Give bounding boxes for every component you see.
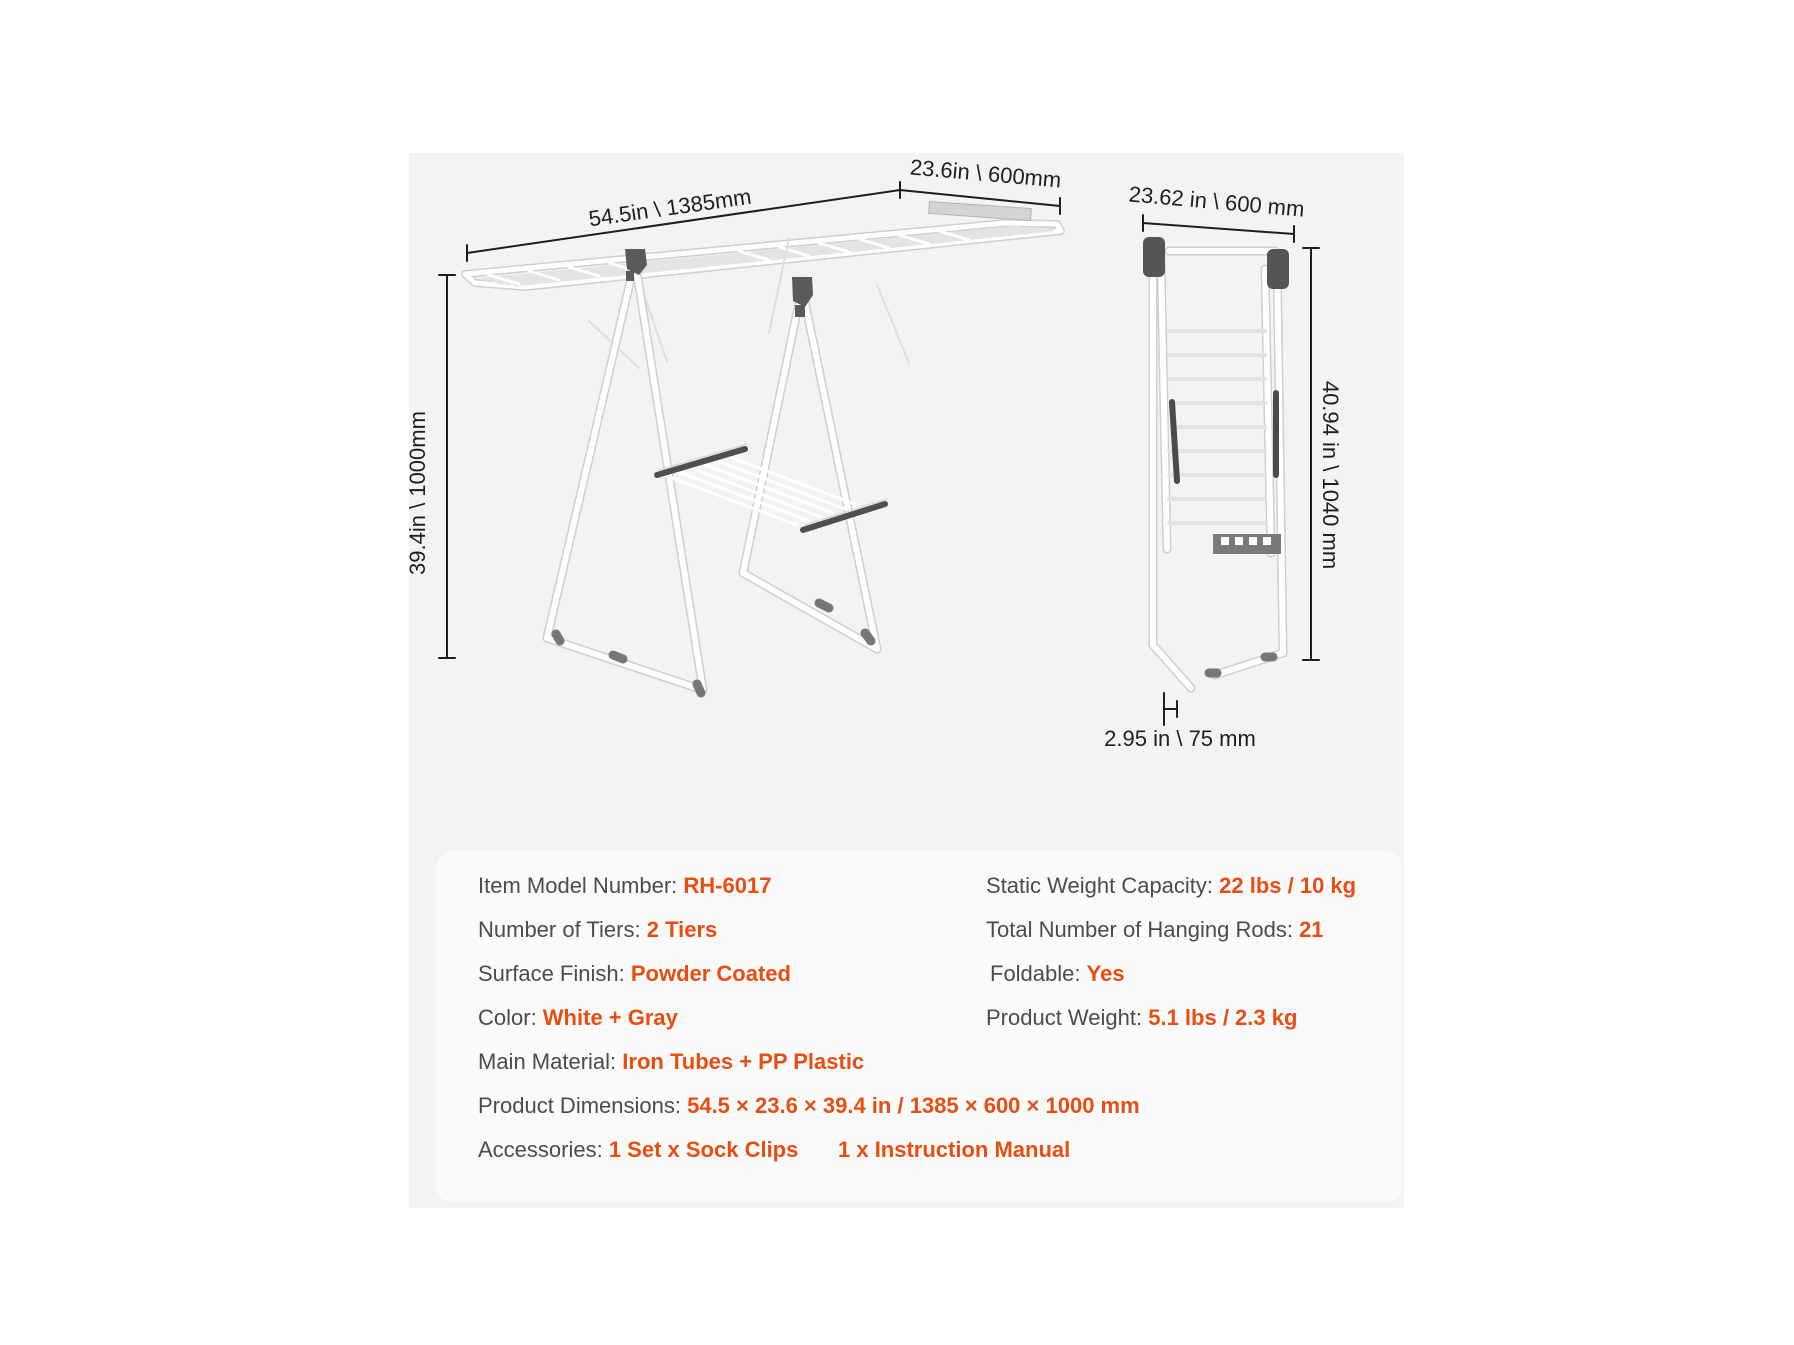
label-unfolded-height: 39.4in \ 1000mm [405,411,430,575]
specifications-card [436,851,1402,1202]
spec-product-weight: Product Weight: 5.1 lbs / 2.3 kg [986,1005,1298,1030]
spec-accessories: Accessories: 1 Set x Sock Clips [478,1137,799,1162]
spec-hanging-rods: Total Number of Hanging Rods: 21 [986,917,1324,942]
unfolded-rack-illustration [465,201,1061,693]
spec-number-of-tiers: Number of Tiers: 2 Tiers [478,917,718,942]
label-unfolded-length: 54.5in \ 1385mm [587,183,753,232]
spec-color: Color: White + Gray [478,1005,678,1030]
spec-product-dimensions: Product Dimensions: 54.5 × 23.6 × 39.4 in / 1385 × 600 × 1000 mm [478,1093,1140,1118]
spec-main-material: Main Material: Iron Tubes + PP Plastic [478,1049,865,1074]
spec-surface-finish: Surface Finish: Powder Coated [478,961,791,986]
label-unfolded-width: 23.6in \ 600mm [909,154,1063,193]
folded-rack-illustration [1143,237,1289,688]
spec-foldable: Foldable: Yes [990,961,1125,986]
label-folded-depth: 2.95 in \ 75 mm [1104,726,1256,751]
label-folded-height: 40.94 in \ 1040 mm [1318,380,1343,570]
label-folded-width: 23.62 in \ 600 mm [1127,181,1306,222]
spec-model-number: Item Model Number: RH-6017 [478,873,772,898]
spec-static-weight-capacity: Static Weight Capacity: 22 lbs / 10 kg [986,873,1357,898]
spec-accessories-manual: 1 x Instruction Manual [838,1137,1071,1162]
